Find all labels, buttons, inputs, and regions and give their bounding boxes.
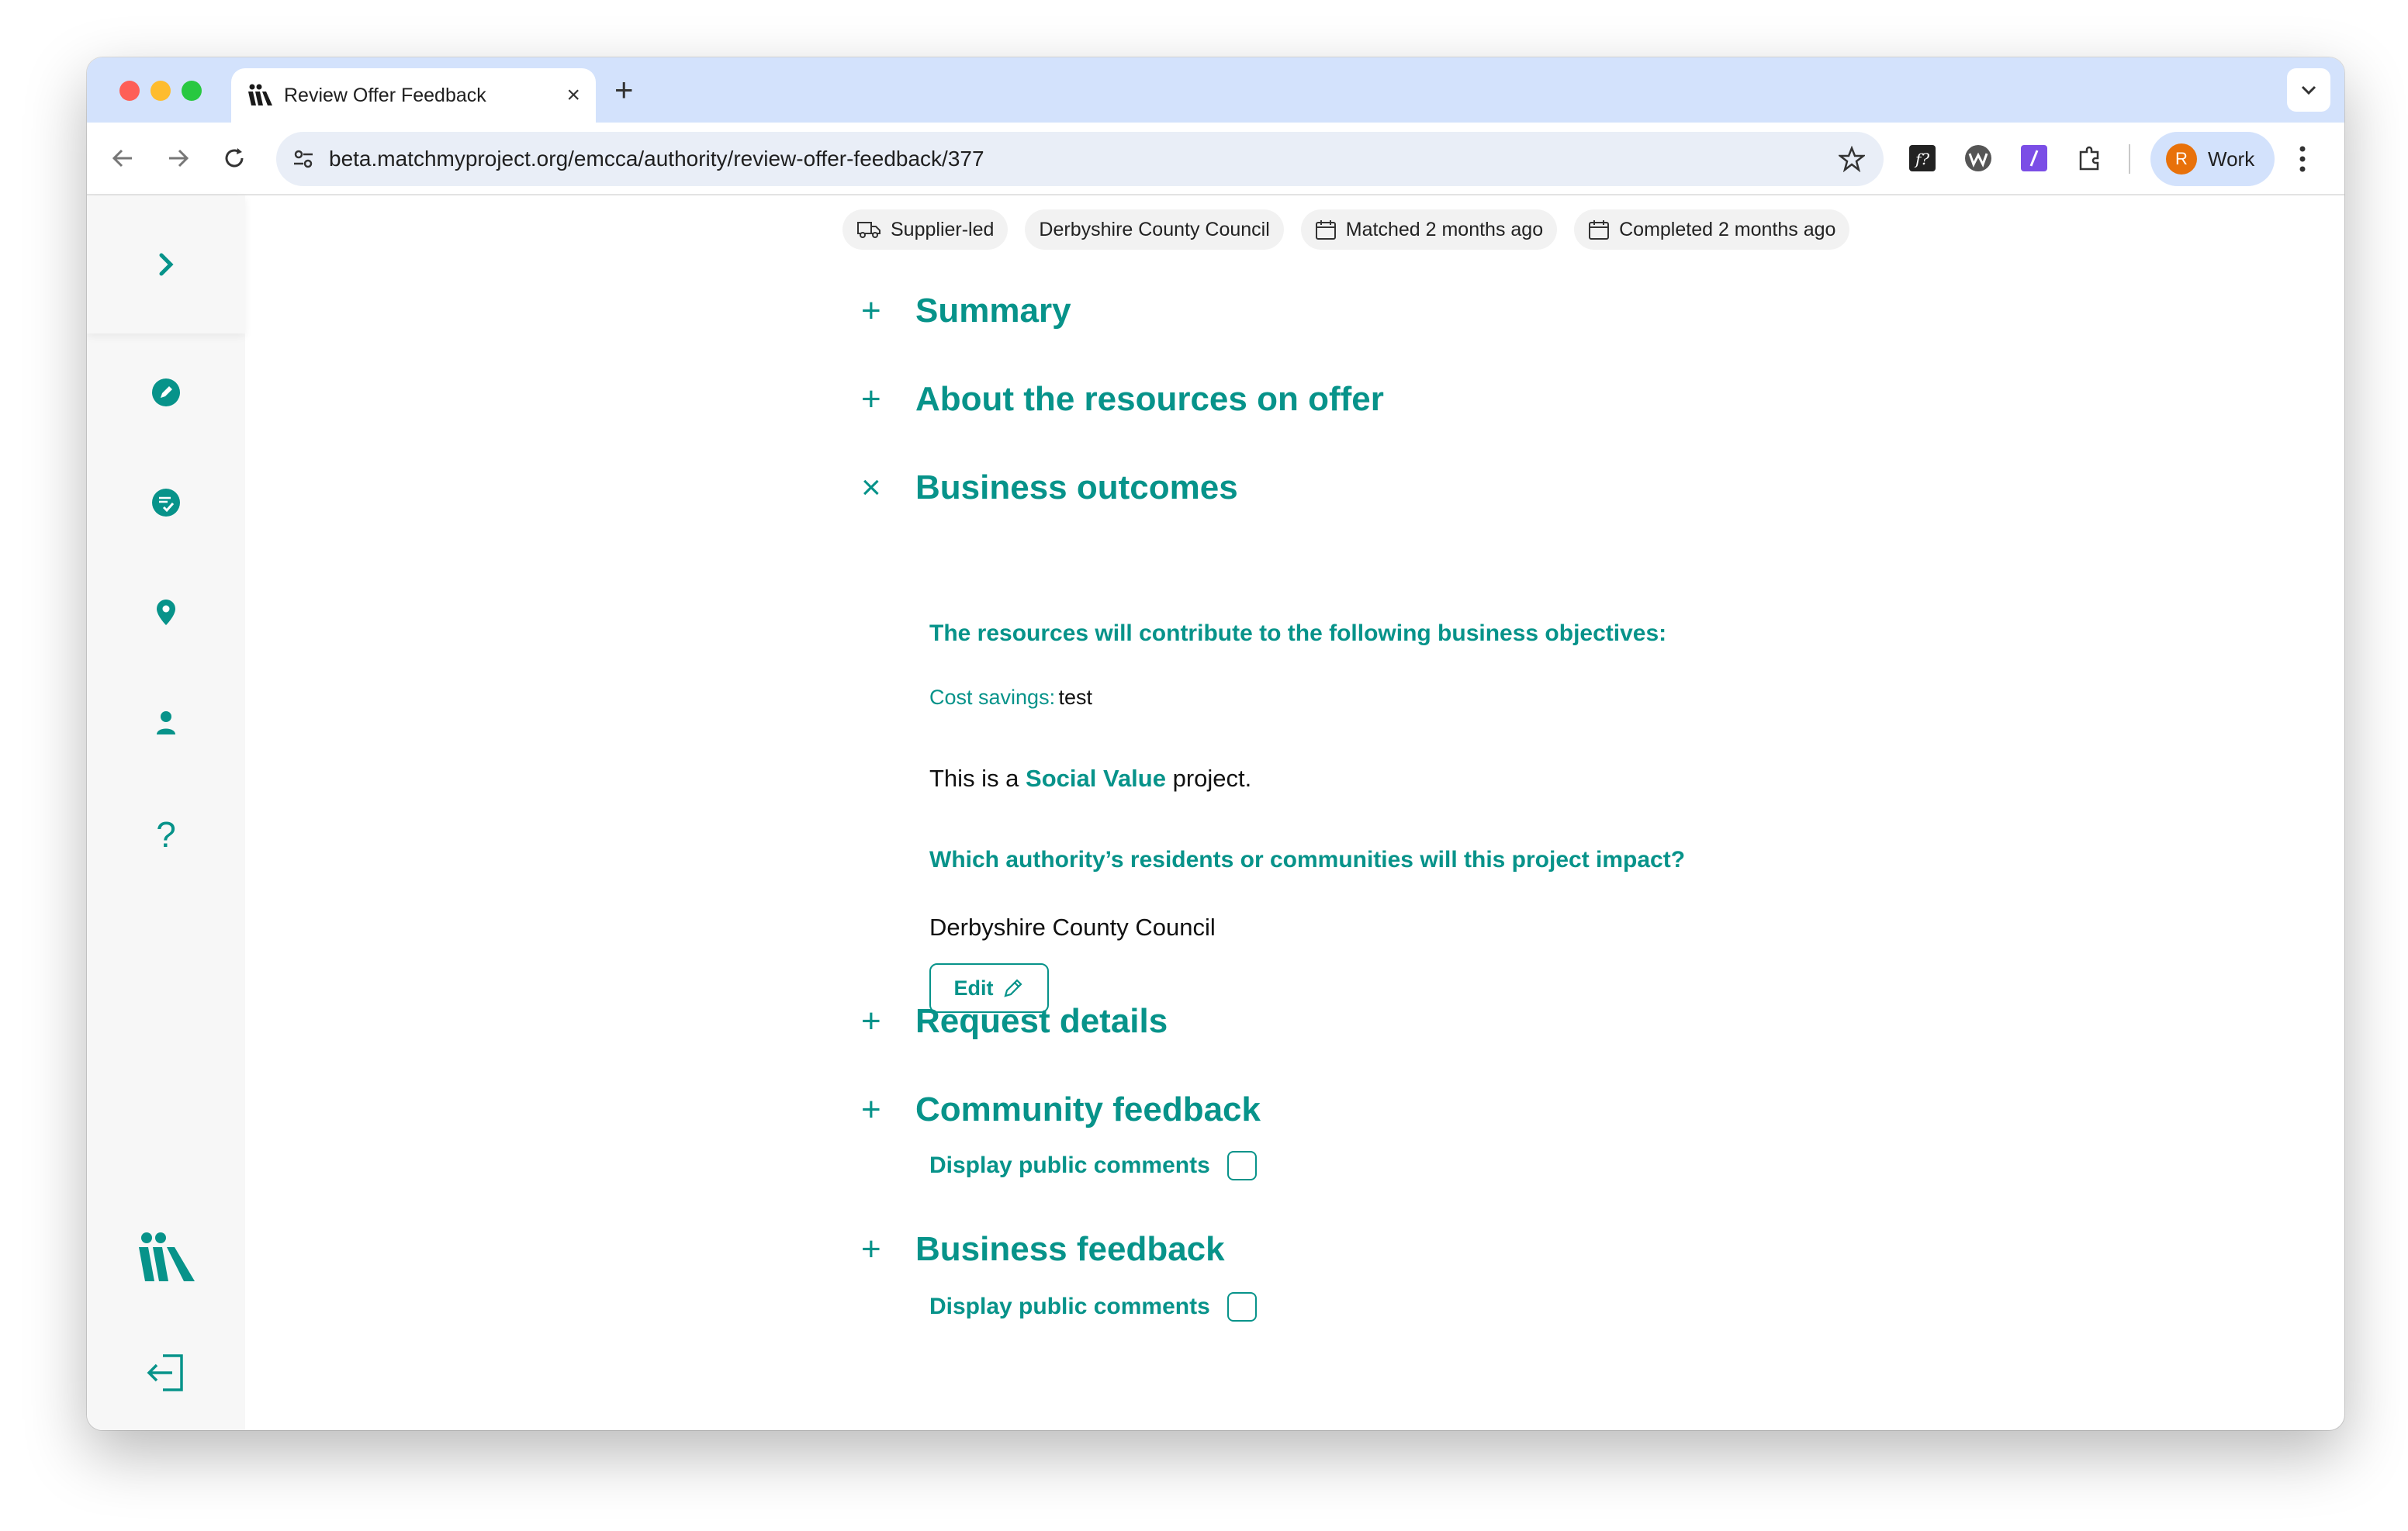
site-logo-icon (247, 84, 273, 107)
profile-avatar: R (2166, 143, 2197, 175)
chevron-down-icon (2300, 85, 2317, 95)
chip-label: Derbyshire County Council (1039, 218, 1270, 240)
main-panel (245, 195, 2344, 1430)
social-suffix: project. (1172, 765, 1252, 792)
social-prefix: This is a (929, 765, 1019, 792)
section-title[interactable]: About the resources on offer (915, 380, 1384, 418)
impact-answer: Derbyshire County Council (929, 914, 1216, 941)
matchmyproject-logo[interactable] (135, 1230, 197, 1284)
section-business-outcomes[interactable] (861, 468, 1238, 507)
logout-button[interactable] (143, 1350, 189, 1396)
impact-question: Which authority’s residents or communities will this project impact? (929, 847, 1686, 873)
address-bar[interactable] (276, 132, 1884, 186)
edit-label: Edit (953, 976, 994, 1000)
chip-label: Supplier-led (891, 218, 995, 240)
section-resources[interactable] (861, 380, 1384, 419)
section-title[interactable]: Community feedback (915, 1090, 1261, 1128)
objectives-question: The resources will contribute to the following business objectives: (929, 620, 1667, 646)
display-comments-checkbox[interactable] (1227, 1151, 1257, 1180)
offer-chips (842, 209, 1849, 250)
page-content (87, 195, 2344, 1430)
profile-label: Work (2208, 147, 2255, 171)
objective-label: Cost savings: (929, 686, 1056, 709)
minimize-window-button[interactable] (150, 81, 171, 101)
collapse-icon[interactable]: × (861, 468, 881, 506)
section-community-feedback[interactable] (861, 1090, 1261, 1129)
tab-search-button[interactable] (2287, 68, 2330, 112)
sidebar-item-account[interactable] (147, 704, 185, 741)
forward-arrow-icon[interactable] (164, 144, 192, 172)
chat-check-icon (150, 487, 182, 518)
expand-icon[interactable]: + (861, 1002, 881, 1040)
display-comments-label[interactable]: Display public comments (929, 1153, 1210, 1178)
section-title[interactable]: Summary (915, 292, 1071, 330)
logout-icon (144, 1351, 188, 1394)
social-value-term: Social Value (1026, 765, 1166, 792)
close-window-button[interactable] (119, 81, 140, 101)
sidebar-item-feedback[interactable] (147, 484, 185, 521)
business-display-comments[interactable] (929, 1292, 1257, 1322)
section-request-details[interactable] (861, 1002, 1168, 1041)
back-arrow-icon[interactable] (109, 144, 137, 172)
expand-icon[interactable]: + (861, 380, 881, 418)
display-comments-checkbox[interactable] (1227, 1292, 1257, 1322)
sidebar-item-edit[interactable] (147, 374, 185, 411)
sidebar (87, 195, 245, 1430)
chevron-right-icon (154, 249, 178, 280)
tab-title: Review Offer Feedback (284, 84, 486, 106)
section-summary[interactable] (861, 292, 1071, 330)
tab-strip (87, 57, 2344, 123)
pencil-icon (1002, 976, 1025, 1000)
question-mark-icon: ? (156, 814, 176, 855)
bookmark-star-icon[interactable] (1839, 146, 1865, 172)
calendar-icon (1315, 219, 1337, 240)
expand-icon[interactable]: + (861, 292, 881, 330)
extension-w-icon[interactable] (1963, 143, 1994, 174)
svg-text:f?: f? (1915, 150, 1930, 168)
section-business-feedback[interactable] (861, 1230, 1225, 1269)
sidebar-expand-button[interactable] (87, 195, 245, 334)
calendar-icon (1588, 219, 1610, 240)
expand-icon[interactable]: + (861, 1090, 881, 1128)
browser-window (87, 57, 2344, 1430)
logo-icon (136, 1232, 196, 1283)
url-text: beta.matchmyproject.org/emcca/authority/review-offer-feedback/377 (329, 147, 984, 171)
objective-value: test (1058, 686, 1093, 709)
reload-icon[interactable] (220, 144, 248, 172)
zoom-window-button[interactable] (182, 81, 202, 101)
chip-label: Matched 2 months ago (1345, 218, 1544, 240)
more-menu-icon[interactable] (2298, 144, 2307, 174)
chip-authority (1025, 209, 1283, 250)
chip-matched (1301, 209, 1557, 250)
toolbar-divider (2129, 144, 2130, 174)
chip-label: Completed 2 months ago (1619, 218, 1836, 240)
new-tab-button[interactable]: + (614, 71, 634, 108)
objective-item (929, 686, 1092, 710)
expand-icon[interactable]: + (861, 1230, 881, 1268)
extension-slash-icon[interactable] (2019, 143, 2050, 174)
sidebar-item-help[interactable] (147, 816, 185, 853)
profile-button[interactable] (2150, 132, 2275, 186)
sidebar-item-location[interactable] (147, 594, 185, 631)
chip-completed (1574, 209, 1849, 250)
social-value-statement (929, 765, 1251, 793)
browser-toolbar (87, 123, 2344, 195)
active-tab[interactable] (231, 68, 596, 123)
site-settings-icon[interactable] (292, 147, 315, 171)
extensions-puzzle-icon[interactable] (2074, 143, 2105, 174)
person-icon (154, 710, 178, 736)
close-tab-icon[interactable]: × (566, 82, 580, 108)
map-pin-icon (153, 597, 179, 628)
section-title[interactable]: Business outcomes (915, 468, 1238, 506)
display-comments-label[interactable]: Display public comments (929, 1294, 1210, 1319)
section-title[interactable]: Business feedback (915, 1230, 1225, 1268)
pencil-circle-icon (150, 377, 182, 408)
extension-fx-icon[interactable] (1907, 143, 1938, 174)
chip-supplier-led (842, 209, 1008, 250)
truck-icon (856, 219, 881, 240)
section-title[interactable]: Request details (915, 1002, 1168, 1040)
community-display-comments[interactable] (929, 1151, 1257, 1180)
